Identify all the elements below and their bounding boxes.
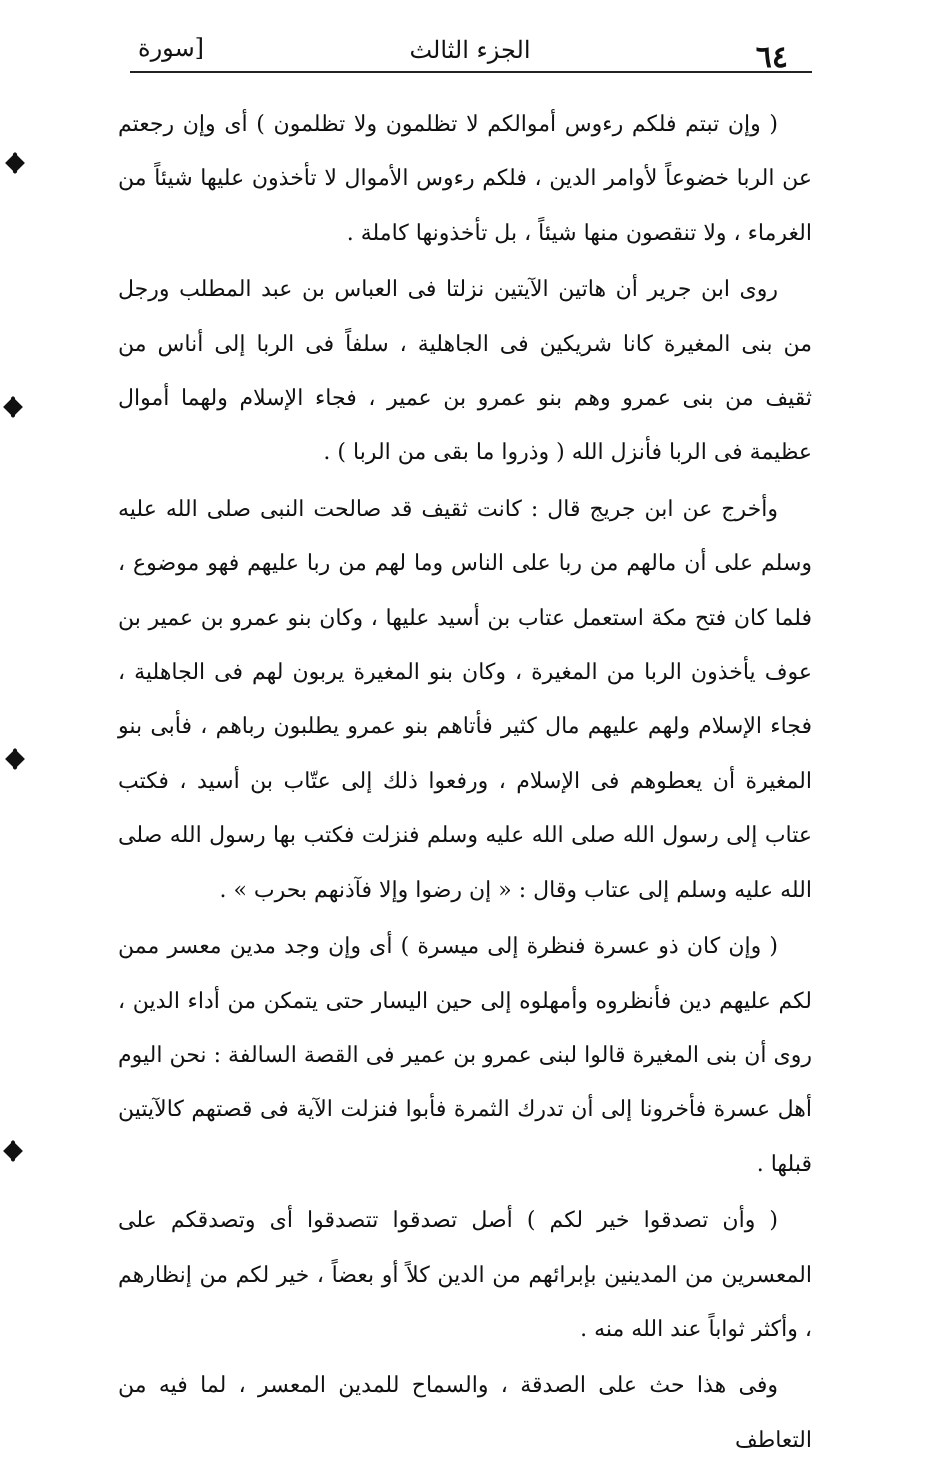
running-title: الجزء الثالث	[409, 36, 531, 64]
paragraph-3: وأخرج عن ابن جريج قال : كانت ثقيف قد صالحت النبى صلى الله عليه وسلم على أن مالهم من ربا على الناس وما لهم من ربا عليهم فهو موضوع ، فلما كان فتح مكة استعمل عتاب بن أسيد عليها ، وكان بنو عمرو بن عمير بن عوف يأخذون الربا من المغيرة ، وكان بنو المغيرة يربون لهم فى الجاهلية ، فجاء الإسلام ولهم عليهم مال كثير فأتاهم بنو عمرو يطلبون رباهم ، فأبى بنو المغيرة أن يعطوهم فى الإسلام ، ورفعوا ذلك إلى عتّاب بن أسيد ، فكتب عتاب إلى رسول الله صلى الله عليه وسلم فنزلت فكتب بها رسول الله صلى الله عليه وسلم إلى عتاب وقال : « إن رضوا وإلا فآذنهم بحرب » .	[118, 496, 812, 903]
paragraph-1: ( وإن تبتم فلكم رءوس أموالكم لا تظلمون ولا تظلمون ) أى وإن رجعتم عن الربا خضوعاً لأوامر الدين ، فلكم رءوس الأموال لا تأخذون عليها شيئاً من الغرماء ، ولا تنقصون منها شيئاً ، بل تأخذونها كاملة .	[118, 112, 812, 246]
paragraph-4: ( وإن كان ذو عسرة فنظرة إلى ميسرة ) أى وإن وجد مدين معسر ممن لكم عليهم دين فأنظروه وأمهلوه إلى حين اليسار حتى يتمكن من أداء الدين ، روى أن بنى المغيرة قالوا لبنى عمرو بن عمير فى القصة السالفة : نحن اليوم أهل عسرة فأخرونا إلى أن تدرك الثمرة فأبوا فنزلت الآية فى قصتهم كالآيتين قبلها .	[118, 934, 812, 1177]
page-header	[130, 30, 810, 75]
page-number: ٦٤	[755, 40, 788, 75]
margin-ornament-icon	[5, 153, 25, 173]
paragraph-5: ( وأن تصدقوا خير لكم ) أصل تصدقوا تتصدقوا أى وتصدقكم على المعسرين من المدينين بإبرائهم من الدين كلاً أو بعضاً ، خير لكم من إنظارهم ، وأكثر ثواباً عند الله منه .	[118, 1208, 812, 1342]
margin-ornament-icon	[5, 749, 25, 769]
margin-ornament-icon	[3, 397, 23, 417]
surah-label: [سورة	[138, 34, 205, 62]
body-text	[118, 98, 812, 1470]
paragraph-2: روى ابن جرير أن هاتين الآيتين نزلتا فى العباس بن عبد المطلب ورجل من بنى المغيرة كانا شريكين فى الجاهلية ، سلفاً فى الربا إلى أناس من ثقيف من بنى عمرو وهم بنو عمرو بن عمير ، فجاء الإسلام ولهما أموال عظيمة فى الربا فأنزل الله ( وذروا ما بقى من الربا ) .	[118, 277, 812, 466]
header-rule	[130, 71, 812, 73]
margin-ornament-icon	[3, 1141, 23, 1161]
paragraph-6: وفى هذا حث على الصدقة ، والسماح للمدين المعسر ، لما فيه من التعاطف	[118, 1373, 812, 1453]
